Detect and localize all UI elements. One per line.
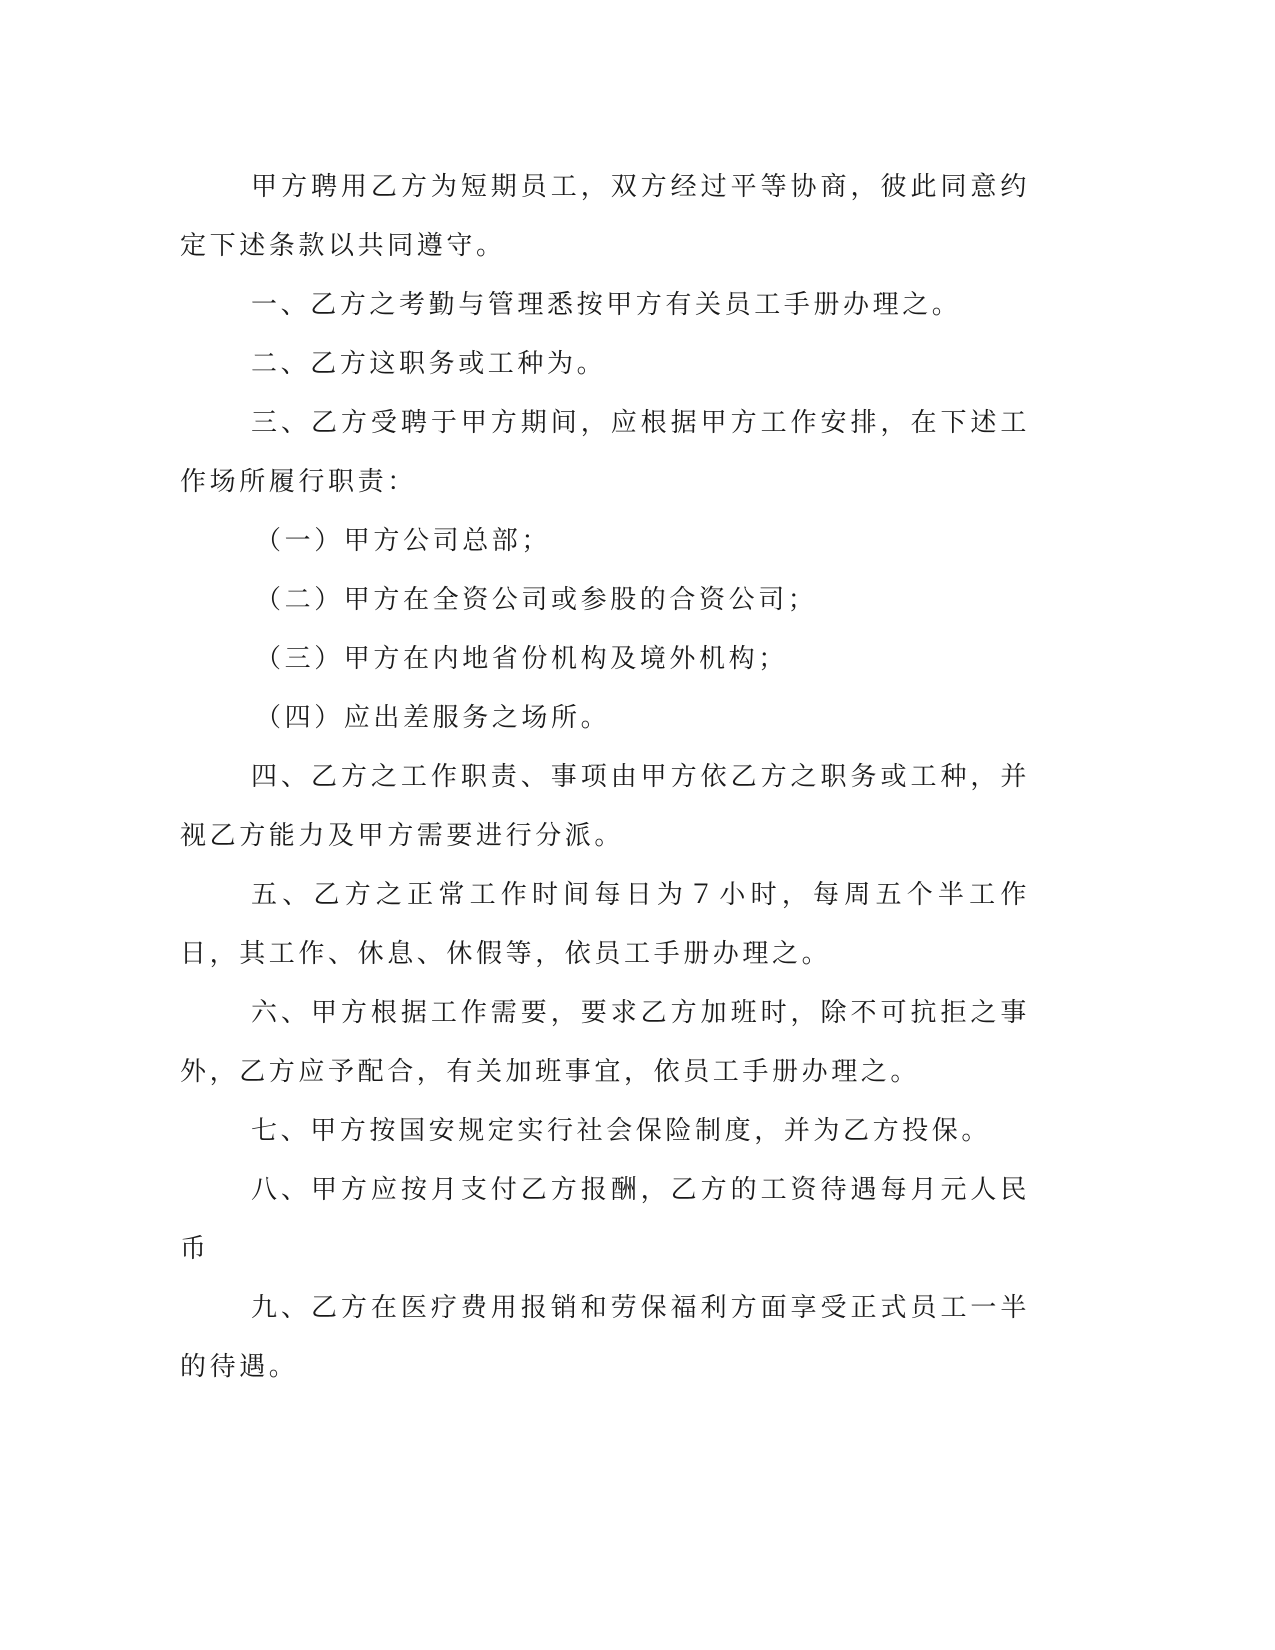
workplace-item-4: （四）应出差服务之场所。: [255, 703, 611, 733]
clause-9: 九、乙方在医疗费用报销和劳保福利方面享受正式员工一半的待遇。: [180, 1293, 1030, 1382]
clause-6: 六、甲方根据工作需要，要求乙方加班时，除不可抗拒之事外，乙方应予配合，有关加班事宜，依员工手册办理之。: [180, 998, 1030, 1087]
clause-5: 五、乙方之正常工作时间每日为７小时，每周五个半工作日，其工作、休息、休假等，依员工手册办理之。: [180, 880, 1030, 969]
clause-2: 二、乙方这职务或工种为。: [251, 349, 607, 379]
clause-4: 四、乙方之工作职责、事项由甲方依乙方之职务或工种，并视乙方能力及甲方需要进行分派。: [180, 762, 1030, 851]
workplace-item-2: （二）甲方在全资公司或参股的合资公司；: [255, 585, 818, 615]
document-body: [180, 158, 1030, 1397]
intro-paragraph: 甲方聘用乙方为短期员工，双方经过平等协商，彼此同意约定下述条款以共同遵守。: [180, 172, 1030, 261]
clause-7: 七、甲方按国安规定实行社会保险制度，并为乙方投保。: [251, 1116, 992, 1146]
workplace-item-3: （三）甲方在内地省份机构及境外机构；: [255, 644, 788, 674]
clause-1: 一、乙方之考勤与管理悉按甲方有关员工手册办理之。: [251, 290, 962, 320]
clause-3: 三、乙方受聘于甲方期间，应根据甲方工作安排，在下述工作场所履行职责：: [180, 408, 1030, 497]
workplace-item-1: （一）甲方公司总部；: [255, 526, 552, 556]
clause-8: 八、甲方应按月支付乙方报酬，乙方的工资待遇每月元人民币: [180, 1175, 1030, 1264]
